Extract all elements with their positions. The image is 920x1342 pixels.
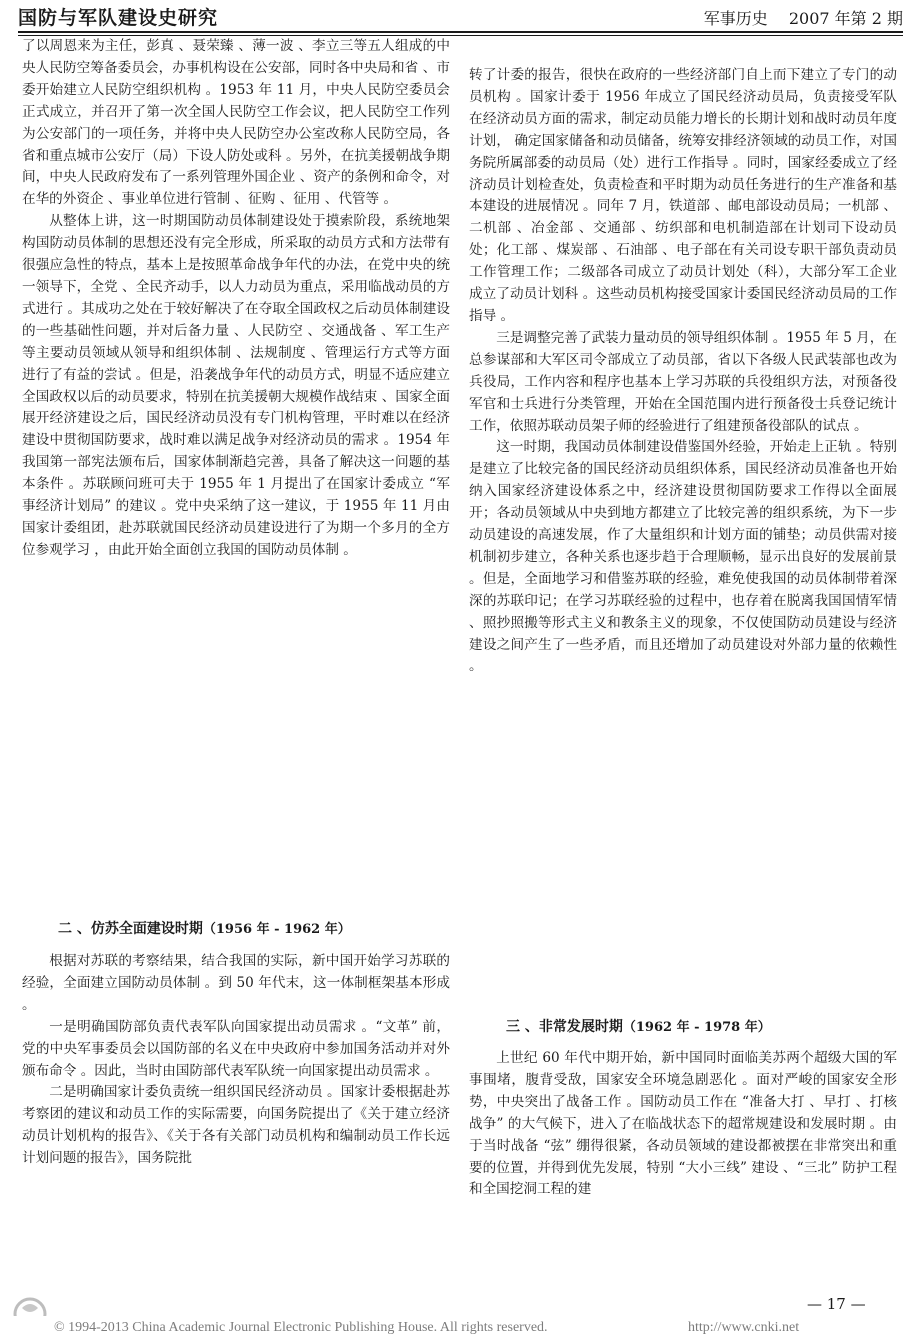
page-footer bbox=[0, 1316, 920, 1342]
running-header bbox=[18, 0, 903, 34]
paragraph: 从整体上讲，这一时期国防动员体制建设处于摸索阶段，系统地架构国防动员体制的思想还没有完全形成，所采取的动员方式和方法带有很强应急性的特点，基本上是按照革命战争年代的办法，在党中央的统一领导下，全党 、全民齐动手，以人力动员为重点，采用临战动员的方式进行 。其成功之处在于较好解决了在夺取全国政权之后动员体制建设的一些基础性问题，并对后备力量 、人民防空 、交通战备 、军工生产等主要动员领域从领导和组织体制 、法规制度 、管理运行方式等方面进行了有益的尝试 。但是，沿袭战争年代的动员方式，明显不适应建立全国政权以后的动员要求，特别在抗美援朝大规模作战结束 、国家全面展开经济建设之后，国民经济动员没有专门机构管理，平时难以在经济建设中贯彻国防要求，战时难以满足战争对经济动员的需求 。1954 年我国第一部宪法颁布后，国家体制渐趋完善，具备了解决这一问题的基本条件 。苏联顾问班可夫于 1955 年 1 月提出了在国家计委成立 “军事经济计划局” 的建议 。党中央采纳了这一建议，于 1955 年 11 月由国家计委组团，赴苏联就国民经济动员建设进行了为期一个多月的全方位参观学习 ，由此开始全面创立我国的国防动员体制 。 bbox=[22, 213, 450, 558]
right-column-top bbox=[469, 65, 897, 678]
section-heading-2 bbox=[58, 918, 351, 938]
section-heading-3 bbox=[506, 1016, 771, 1036]
right-column-bottom bbox=[469, 1048, 897, 1201]
page-number: — 17 — bbox=[807, 1295, 866, 1313]
paragraph: 上世纪 60 年代中期开始，新中国同时面临美苏两个超级大国的军事围堵，腹背受敌，国家安全环境急剧恶化 。面对严峻的国家安全形势，中央突出了战备工作 。国防动员工作在 “准备大打 、早打 、打核战争” 的大气候下，进入了在临战状态下的超常规建设和发展时期 。由于当时战备 “弦” 绷得很紧，各动员领域的建设都被摆在非常突出和重要的位置，并得到优先发展，特别 “大小三线” 建设 、“三北” 防护工程和全国挖洞工程的建 bbox=[469, 1050, 897, 1198]
paragraph: 了以周恩来为主任，彭真 、聂荣臻 、薄一波 、李立三等五人组成的中央人民防空筹备委员会，办事机构设在公安部，同时各中央局和省 、市委开始建立人民防空组织机构 。1953 年 11 月，中央人民防空委员会正式成立，并召开了第一次全国人民防空工作会议，把人民防空工作列为公安部门的一项任务，并将中央人民防空办公室改称人民防空局，各省和重点城市公安厅（局）下设人防处或科 。另外，在抗美援朝战争期间，中央人民政府发布了一系列管理外国企业 、资产的条例和命令，对在华的外资企 、事业单位进行管制 、征购 、征用 、代管等 。 bbox=[22, 38, 450, 208]
paragraph: 二是明确国家计委负责统一组织国民经济动员 。国家计委根据赴苏考察团的建议和动员工作的实际需要，向国务院提出了《关于建立经济动员计划机构的报告》、《关于各有关部门动员机构和编制动员工作长远计划问题的报告》，国务院批 bbox=[22, 1084, 450, 1167]
paragraph: 三是调整完善了武装力量动员的领导组织体制 。1955 年 5 月，在总参谋部和大军区司令部成立了动员部，省以下各级人民武装部也改为兵役局，工作内容和程序也基本上学习苏联的兵役组织方法，对预备役军官和士兵进行分类管理，开始在全国范围内进行预备役士兵登记统计工作，依照苏联动员架子师的经验进行了组建预备役部队的试点 。 bbox=[469, 329, 897, 434]
copyright-text: © 1994-2013 China Academic Journal Electronic Publishing House. All rights reserved. bbox=[54, 1320, 548, 1335]
section-years: （1962 年 - 1978 年） bbox=[622, 1020, 771, 1035]
section-title: 二 、仿苏全面建设时期 bbox=[58, 921, 203, 937]
site-link[interactable]: http://www.cnki.net bbox=[688, 1320, 800, 1335]
left-column-top bbox=[22, 36, 450, 562]
header-rule-thick bbox=[18, 31, 903, 33]
paragraph: 转了计委的报告，很快在政府的一些经济部门自上而下建立了专门的动员机构 。国家计委于 1956 年成立了国民经济动员局，负责接受军队在经济动员方面的需求，制定动员能力增长的长期计划和战时动员年度计划， 确定国家储备和动员储备，统筹安排经济领域的动员工作，对国务院所属部委的动员局（处）进行工作指导 。同时，国家经委成立了经济动员计划检查处，负责检查和平时期为动员任务进行的生产准备和基本建设的进展情况 。同年 7 月，铁道部 、邮电部设动员局；一机部 、二机部 、冶金部 、交通部 、纺织部和电机制造部在计划司下设动员处；化工部 、煤炭部 、石油部 、电子部在有关司设专职干部负责动员工作管理工作；二级部各司成立了动员计划处（科），大部分军工企业成立了动员计划科 。这些动员机构接受国家计委国民经济动员局的工作指导 。 bbox=[469, 67, 897, 324]
left-column-bottom bbox=[22, 951, 450, 1170]
section-years: （1956 年 - 1962 年） bbox=[202, 922, 351, 937]
paragraph: 一是明确国防部负责代表军队向国家提出动员需求 。“文革” 前，党的中央军事委员会以国防部的名义在中央政府中参加国务活动并对外颁布命令 。因此，当时由国防部代表军队统一向国家提出动员需求 。 bbox=[22, 1018, 450, 1079]
paragraph: 这一时期，我国动员体制建设借鉴国外经验，开始走上正轨 。特别是建立了比较完备的国民经济动员组织体系，国民经济动员准备也开始纳入国家经济建设体系之中，经济建设贯彻国防要求工作得以全面展开；各动员领域从中央到地方都建立了比较完善的组织系统，为下一步动员建设的高速发展，作了大量组织和计划方面的铺垫；动员供需对接机制初步建立，各种关系也逐步趋于合理顺畅，显示出良好的发展前景 。但是，全面地学习和借鉴苏联的经验，难免使我国的动员体制带着深深的苏联印记；在学习苏联经验的过程中，也存着在脱离我国国情军情 、照抄照搬等形式主义和教条主义的现象，不仅使国防动员建设与经济建设之间产生了一些矛盾，而且还增加了动员建设对外部力量的依赖性 。 bbox=[469, 439, 897, 675]
issue-info: 军事历史 2007 年第 2 期 bbox=[703, 9, 903, 28]
journal-title: 国防与军队建设史研究 bbox=[18, 7, 219, 29]
paragraph: 根据对苏联的考察结果，结合我国的实际，新中国开始学习苏联的经验，全面建立国防动员体制 。到 50 年代末，这一体制框架基本形成 。 bbox=[22, 953, 450, 1013]
section-title: 三 、非常发展时期 bbox=[506, 1019, 623, 1035]
